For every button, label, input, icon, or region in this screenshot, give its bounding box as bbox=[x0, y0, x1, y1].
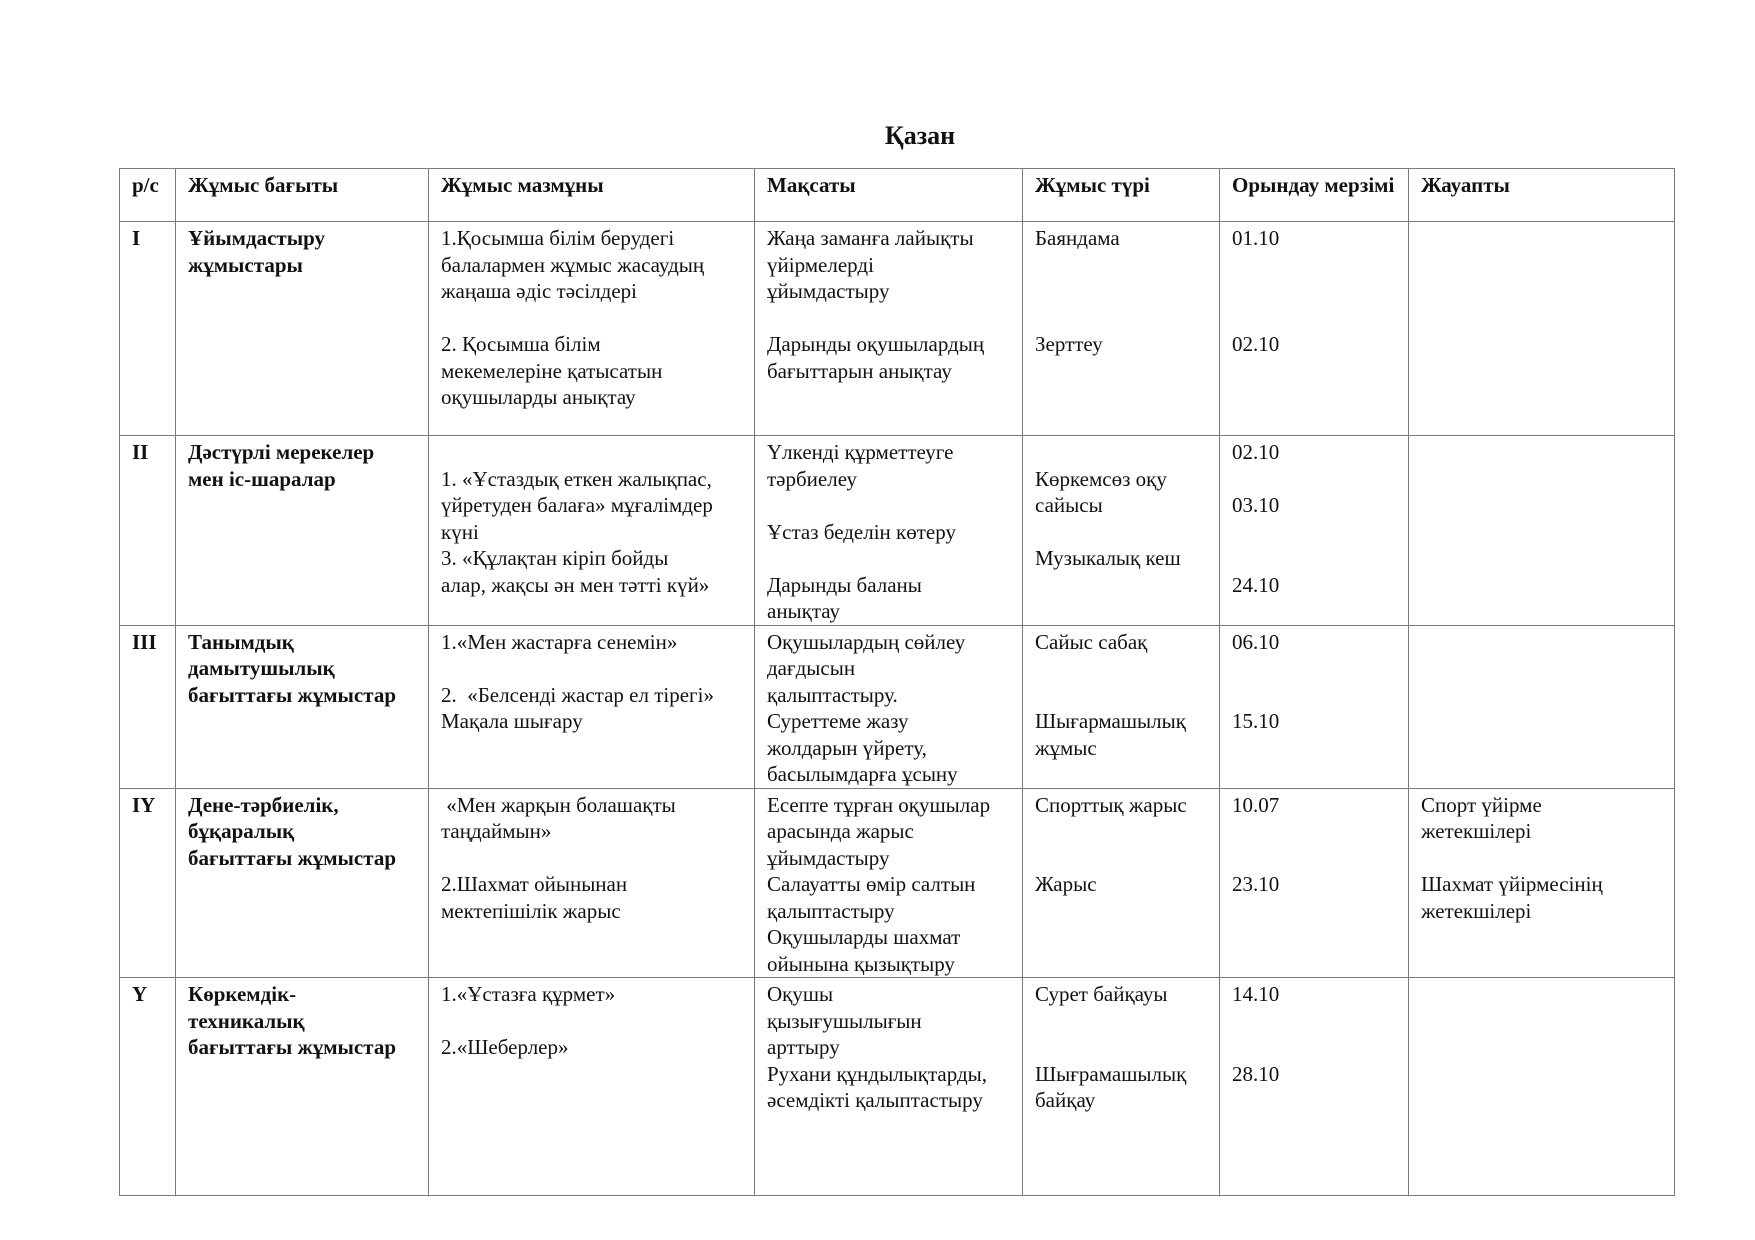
cell-line: Дарынды баланы bbox=[767, 572, 922, 597]
goal-cell bbox=[755, 625, 1023, 788]
table-row bbox=[120, 625, 1675, 788]
goal-cell bbox=[755, 788, 1023, 978]
cell-line: 23.10 bbox=[1232, 872, 1280, 896]
cell-line: Оқушылардың сөйлеу bbox=[767, 629, 966, 654]
cell-line: ұйымдастыру bbox=[767, 279, 890, 303]
cell-line: қалыптастыру. bbox=[767, 682, 898, 707]
cell-line bbox=[1035, 818, 1207, 845]
cell-line bbox=[767, 305, 1010, 332]
type-cell bbox=[1023, 222, 1220, 436]
cell-line: 2.«Шеберлер» bbox=[441, 1035, 569, 1059]
type-cell bbox=[1023, 978, 1220, 1196]
row-num: II bbox=[120, 436, 176, 626]
cell-line: Жарыс bbox=[1035, 872, 1097, 896]
cell-line: күні bbox=[441, 519, 479, 544]
cell-line: байқау bbox=[1035, 1088, 1096, 1112]
cell-line bbox=[1035, 845, 1207, 872]
direction-cell bbox=[176, 978, 429, 1196]
content-cell bbox=[429, 625, 755, 788]
date-cell bbox=[1220, 978, 1409, 1196]
goal-cell bbox=[755, 222, 1023, 436]
responsible-cell bbox=[1409, 978, 1675, 1196]
cell-line: мен іс-шаралар bbox=[188, 466, 336, 491]
cell-line: 10.07 bbox=[1232, 792, 1280, 817]
date-cell bbox=[1220, 222, 1409, 436]
cell-line: Ұстаз беделін көтеру bbox=[767, 519, 956, 544]
content-cell bbox=[429, 788, 755, 978]
cell-line: әсемдікті қалыптастыру bbox=[767, 1088, 983, 1112]
cell-line bbox=[1035, 278, 1207, 305]
cell-line: мектепішілік жарыс bbox=[441, 898, 621, 923]
cell-line bbox=[1035, 519, 1207, 546]
cell-line: Дарынды оқушылардың bbox=[767, 332, 985, 356]
cell-line: мекемелеріне қатысатын bbox=[441, 358, 663, 383]
cell-line: алар, жақсы ән мен тәтті күй» bbox=[441, 572, 710, 597]
direction-cell bbox=[176, 788, 429, 978]
cell-line: анықтау bbox=[767, 599, 841, 623]
cell-line: 02.10 bbox=[1232, 440, 1280, 464]
cell-line: оқушыларды анықтау bbox=[441, 385, 636, 409]
cell-line bbox=[1035, 252, 1207, 279]
cell-line: 1.«Мен жастарға сенемін» bbox=[441, 629, 678, 654]
cell-line: Танымдық bbox=[188, 629, 294, 654]
goal-cell bbox=[755, 436, 1023, 626]
cell-line: 1.«Ұстазға құрмет» bbox=[441, 982, 616, 1006]
cell-line bbox=[1232, 466, 1396, 493]
content-cell bbox=[429, 222, 755, 436]
responsible-cell bbox=[1409, 788, 1675, 978]
cell-line bbox=[441, 845, 742, 872]
cell-line: 1. «Ұстаздық еткен жалықпас, bbox=[441, 466, 712, 491]
cell-line: қалыптастыру bbox=[767, 898, 895, 923]
header-content: Жұмыс мазмұны bbox=[429, 169, 755, 222]
cell-line: Сурет байқауы bbox=[1035, 982, 1168, 1006]
row-num: IY bbox=[120, 788, 176, 978]
header-type: Жұмыс түрі bbox=[1023, 169, 1220, 222]
cell-line: ұйымдастыру bbox=[767, 845, 890, 870]
cell-line bbox=[1232, 845, 1396, 872]
cell-line: бағыттарын анықтау bbox=[767, 358, 952, 383]
work-plan-table bbox=[119, 168, 1675, 1196]
cell-line bbox=[1232, 682, 1396, 709]
cell-line bbox=[441, 439, 742, 466]
cell-line: ойынына қызықтыру bbox=[767, 951, 955, 976]
cell-line: 02.10 bbox=[1232, 332, 1280, 356]
direction-cell bbox=[176, 436, 429, 626]
direction-cell bbox=[176, 625, 429, 788]
table-row bbox=[120, 978, 1675, 1196]
responsible-cell bbox=[1409, 222, 1675, 436]
cell-line: 1.Қосымша білім берудегі bbox=[441, 226, 675, 250]
cell-line: Сайыс сабақ bbox=[1035, 629, 1148, 654]
header-date: Орындау мерзімі bbox=[1220, 169, 1409, 222]
cell-line: Есепте тұрған оқушылар bbox=[767, 792, 991, 817]
cell-line: жаңаша әдіс тәсілдері bbox=[441, 279, 638, 303]
cell-line: 24.10 bbox=[1232, 572, 1280, 597]
cell-line bbox=[1232, 519, 1396, 546]
content-cell bbox=[429, 978, 755, 1196]
header-num: р/с bbox=[120, 169, 176, 222]
cell-line: Оқушы bbox=[767, 982, 834, 1006]
cell-line: 2.Шахмат ойынынан bbox=[441, 872, 628, 896]
cell-line: үйретуден балаға» мұғалімдер bbox=[441, 493, 713, 517]
cell-line: жұмыстары bbox=[188, 252, 303, 277]
cell-line: Дене-тәрбиелік, bbox=[188, 792, 339, 817]
cell-line: дағдысын bbox=[767, 656, 856, 680]
cell-line bbox=[1035, 439, 1207, 466]
header-row bbox=[120, 169, 1675, 222]
cell-line: 2. Қосымша білім bbox=[441, 332, 601, 356]
cell-line: Музыкалық кеш bbox=[1035, 546, 1181, 570]
cell-line: «Мен жарқын болашақты bbox=[441, 792, 676, 817]
cell-line bbox=[767, 545, 1010, 572]
cell-line bbox=[1232, 818, 1396, 845]
cell-line: 3. «Құлақтан кіріп бойды bbox=[441, 546, 669, 570]
cell-line: Салауатты өмір салтын bbox=[767, 872, 976, 896]
row-num: Y bbox=[120, 978, 176, 1196]
cell-line: Дәстүрлі мерекелер bbox=[188, 440, 375, 464]
responsible-cell bbox=[1409, 436, 1675, 626]
cell-line: Спорт үйірме bbox=[1421, 792, 1542, 817]
cell-line: Зерттеу bbox=[1035, 332, 1103, 356]
goal-cell bbox=[755, 978, 1023, 1196]
cell-line: дамытушылық bbox=[188, 656, 335, 680]
type-cell bbox=[1023, 436, 1220, 626]
cell-line bbox=[1232, 278, 1396, 305]
cell-line: арасында жарыс bbox=[767, 819, 914, 843]
type-cell bbox=[1023, 788, 1220, 978]
cell-line bbox=[1035, 1034, 1207, 1061]
cell-line bbox=[1232, 1008, 1396, 1035]
date-cell bbox=[1220, 625, 1409, 788]
cell-line: Спорттық жарыс bbox=[1035, 792, 1187, 817]
cell-line: Ұйымдастыру bbox=[188, 226, 326, 250]
cell-line: Көркемдік- bbox=[188, 982, 297, 1006]
cell-line: Шахмат үйірмесінің bbox=[1421, 872, 1603, 896]
table-row bbox=[120, 222, 1675, 436]
type-cell bbox=[1023, 625, 1220, 788]
cell-line: тәрбиелеу bbox=[767, 466, 858, 491]
cell-line: 06.10 bbox=[1232, 629, 1280, 654]
cell-line: Баяндама bbox=[1035, 226, 1120, 250]
date-cell bbox=[1220, 788, 1409, 978]
cell-line: жетекшілері bbox=[1421, 819, 1532, 843]
cell-line bbox=[767, 492, 1010, 519]
date-cell bbox=[1220, 436, 1409, 626]
cell-line: бағыттағы жұмыстар bbox=[188, 682, 397, 707]
cell-line: жетекшілері bbox=[1421, 898, 1532, 923]
cell-line: бағыттағы жұмыстар bbox=[188, 1035, 397, 1059]
cell-line bbox=[1035, 1008, 1207, 1035]
cell-line bbox=[1232, 1034, 1396, 1061]
cell-line: Үлкенді құрметтеуге bbox=[767, 440, 954, 464]
header-goal: Мақсаты bbox=[755, 169, 1023, 222]
row-num: III bbox=[120, 625, 176, 788]
cell-line bbox=[441, 1008, 742, 1035]
cell-line: 28.10 bbox=[1232, 1061, 1280, 1086]
row-num: I bbox=[120, 222, 176, 436]
cell-line: Суреттеме жазу bbox=[767, 709, 909, 733]
responsible-cell bbox=[1409, 625, 1675, 788]
cell-line: жолдарын үйрету, bbox=[767, 735, 927, 760]
cell-line: 14.10 bbox=[1232, 982, 1280, 1006]
cell-line: арттыру bbox=[767, 1035, 840, 1059]
cell-line: балалармен жұмыс жасаудың bbox=[441, 252, 705, 277]
cell-line bbox=[441, 655, 742, 682]
cell-line: қызығушылығын bbox=[767, 1008, 922, 1033]
cell-line bbox=[441, 305, 742, 332]
table-row bbox=[120, 436, 1675, 626]
header-responsible: Жауапты bbox=[1409, 169, 1675, 222]
header-direction: Жұмыс бағыты bbox=[176, 169, 429, 222]
cell-line bbox=[1035, 682, 1207, 709]
cell-line bbox=[1232, 655, 1396, 682]
content-cell bbox=[429, 436, 755, 626]
cell-line: жұмыс bbox=[1035, 735, 1097, 760]
table-row bbox=[120, 788, 1675, 978]
cell-line: Оқушыларды шахмат bbox=[767, 925, 961, 949]
cell-line bbox=[1421, 845, 1662, 872]
cell-line: 15.10 bbox=[1232, 709, 1280, 733]
cell-line: 2. «Белсенді жастар ел тірегі» bbox=[441, 682, 714, 707]
cell-line bbox=[1035, 655, 1207, 682]
cell-line: сайысы bbox=[1035, 493, 1103, 517]
direction-cell bbox=[176, 222, 429, 436]
cell-line: Көркемсөз оқу bbox=[1035, 466, 1167, 491]
cell-line: бағыттағы жұмыстар bbox=[188, 845, 397, 870]
cell-line: Шығармашылық bbox=[1035, 709, 1186, 733]
page-title: Қазан bbox=[884, 121, 956, 150]
cell-line: Шығрамашылық bbox=[1035, 1061, 1187, 1086]
cell-line: Мақала шығару bbox=[441, 709, 583, 733]
cell-line: бұқаралық bbox=[188, 819, 295, 843]
cell-line: 03.10 bbox=[1232, 493, 1280, 517]
cell-line: Жаңа заманға лайықты bbox=[767, 226, 974, 250]
cell-line bbox=[1232, 252, 1396, 279]
cell-line: Рухани құндылықтарды, bbox=[767, 1061, 987, 1086]
cell-line: үйірмелерді bbox=[767, 252, 874, 277]
cell-line: басылымдарға ұсыну bbox=[767, 762, 958, 786]
cell-line: таңдаймын» bbox=[441, 819, 552, 843]
cell-line bbox=[1035, 305, 1207, 332]
cell-line: 01.10 bbox=[1232, 226, 1280, 250]
cell-line bbox=[1232, 545, 1396, 572]
cell-line bbox=[1232, 305, 1396, 332]
cell-line: техникалық bbox=[188, 1008, 305, 1033]
